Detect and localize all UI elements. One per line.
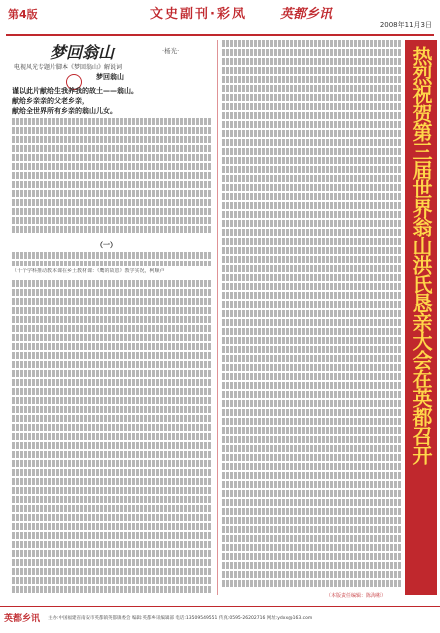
section-marker: （一） — [96, 241, 117, 249]
heading-1: 梦回翁山 — [96, 73, 124, 81]
page-header — [0, 0, 440, 40]
section-title: 文史副刊·彩凤 — [150, 7, 247, 22]
header-rule — [6, 34, 434, 36]
editor-note: （本版责任编辑：陈海彬） — [326, 593, 387, 599]
banner-text: 热烈祝贺第三届世界翁山洪氏恳亲大会在英都召开 — [409, 46, 433, 464]
body-text-right-column — [222, 40, 402, 590]
article-title: 梦回翁山 — [50, 43, 115, 62]
page-number: 第4版 — [8, 8, 38, 21]
footer-logo: 英都乡讯 — [4, 614, 41, 624]
article-subtitle: 电视风光专题片脚本《梦回翁山》解说词 — [14, 64, 123, 71]
body-text-block-2 — [12, 252, 212, 266]
column-divider — [217, 40, 218, 595]
issue-date: 2008年11月3日 — [379, 21, 432, 29]
celebration-banner — [405, 40, 437, 595]
masthead: 英都乡讯 — [280, 7, 333, 22]
article-author: ·杨光· — [162, 47, 180, 55]
body-text-block-3 — [12, 280, 212, 600]
body-text-block-1 — [12, 118, 212, 238]
heading-4: 献给全世界所有乡亲的翁山儿女。 — [12, 107, 117, 115]
heading-3: 献给乡亲亲的父老乡亲， — [12, 97, 89, 105]
quoted-reference: （十个学科推动教本课在乡土教材课：《鹰的故恩》教学实况，柯顺卢 — [12, 268, 165, 274]
page-footer — [0, 606, 440, 633]
heading-2: 谨以此片献给生我养我的故土——翁山。 — [12, 87, 138, 95]
footer-info: 主办:中国福建省南安市英都镇英都镇委会 编辑:英都乡讯编辑部 电话:13509549551 传真:0595-26202716 网址:ydxx@163.com — [48, 616, 313, 621]
